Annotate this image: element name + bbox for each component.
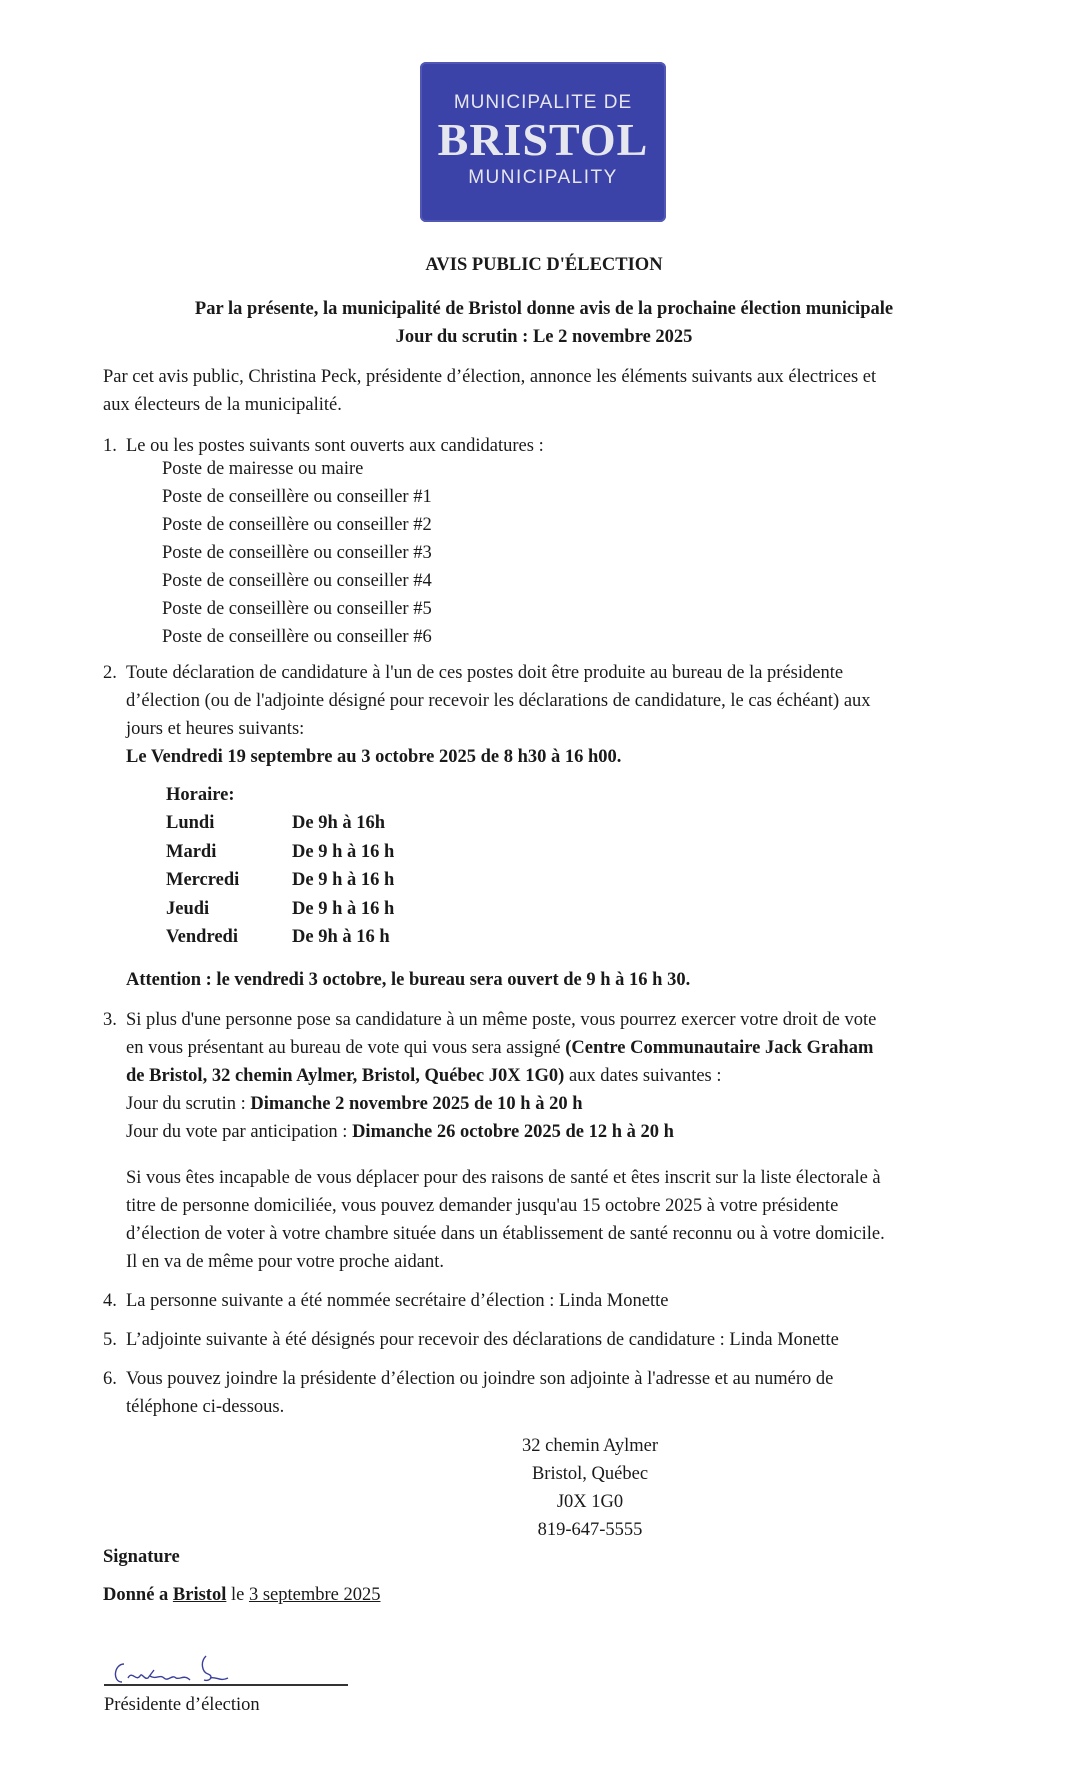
- schedule-row: Lundi De 9h à 16h: [166, 813, 386, 834]
- item4-text: La personne suivante a été nommée secrétaire d’élection : Linda Monette: [126, 1291, 669, 1311]
- item3-text: Si plus d'une personne pose sa candidature à un même poste, vous pourrez exercer votre droit de vote en vous présentant au bureau de vote qui vous sera assigné (Centre Communautaire Jack Graham de Bristol, 32 chemin Aylmer, Bristol, Québec J0X 1G0) aux dates suivantes : Jour du scrutin : Dimanche 2 novembre 2025 de 10 h à 20 h Jour du vote par anticipation : Dimanche 26 octobre 2025 de 12 h à 20 h Si vous êtes incapable de vous déplacer pour des raisons de santé et êtes inscrit sur la liste électorale à titre de personne domiciliée, vous pouvez demander jusqu'au 15 octobre 2025 à votre présidente d’élection de voter à votre chambre située dans un établissement de santé reconnu ou à votre domicile. Il en va de même pour votre proche aidant.: [126, 1006, 1006, 1276]
- post-item: Poste de mairesse ou maire: [162, 459, 364, 479]
- post-item: Poste de conseillère ou conseiller #2: [162, 515, 432, 535]
- item1-text: Le ou les postes suivants sont ouverts aux candidatures :: [126, 436, 544, 456]
- notice-title: AVIS PUBLIC D'ÉLECTION: [425, 255, 663, 275]
- home-vote-paragraph: Si vous êtes incapable de vous déplacer pour des raisons de santé et êtes inscrit sur la liste électorale à titre de personne domiciliée, vous pouvez demander jusqu'au 15 octobre 2025 à votre présidente d’élection de voter à votre chambre située dans un établissement de santé reconnu ou à votre domicile. Il en va de même pour votre proche aidant.: [126, 1168, 885, 1272]
- post-item: Poste de conseillère ou conseiller #1: [162, 487, 432, 507]
- item-number: 2.: [103, 663, 117, 683]
- signer-title: Présidente d’élection: [104, 1695, 260, 1715]
- item5-text: L’adjointe suivante à été désignés pour recevoir des déclarations de candidature : Linda Monette: [126, 1330, 839, 1350]
- post-item: Poste de conseillère ou conseiller #4: [162, 571, 432, 591]
- subtitle: Par la présente, la municipalité de Bristol donne avis de la prochaine élection municipale: [194, 299, 894, 319]
- schedule-row: Jeudi De 9 h à 16 h: [166, 898, 395, 919]
- post-item: Poste de conseillère ou conseiller #5: [162, 599, 432, 619]
- schedule-row: Mardi De 9 h à 16 h: [166, 841, 395, 862]
- schedule: Horaire: Lundi De 9h à 16h Mardi De 9 h à 16 h Mercredi De 9 h à 16 h Jeudi De 9 h à 16 h Vendredi De 9h à 16 h: [166, 781, 394, 952]
- given-at: Donné a Bristol le 3 septembre 2025: [103, 1585, 381, 1605]
- item6-text: Vous pouvez joindre la présidente d’élection ou joindre son adjointe à l'adresse et au numéro de téléphone ci-dessous.: [126, 1369, 834, 1417]
- municipality-logo: MUNICIPALITE DE BRISTOL MUNICIPALITY: [420, 62, 666, 222]
- address-block: 32 chemin Aylmer Bristol, Québec J0X 1G0 819-647-5555: [522, 1436, 658, 1540]
- election-day: Jour du scrutin : Le 2 novembre 2025: [395, 327, 693, 347]
- signature-line: [104, 1684, 348, 1686]
- posts-list: [162, 455, 432, 651]
- item-number: 6.: [103, 1369, 117, 1389]
- item-number: 4.: [103, 1291, 117, 1311]
- post-item: Poste de conseillère ou conseiller #3: [162, 543, 432, 563]
- schedule-row: Vendredi De 9h à 16 h: [166, 927, 390, 948]
- post-item: Poste de conseillère ou conseiller #6: [162, 627, 432, 647]
- schedule-row: Mercredi De 9 h à 16 h: [166, 870, 395, 891]
- filing-period: Le Vendredi 19 septembre au 3 octobre 2025 de 8 h30 à 16 h00.: [126, 747, 622, 767]
- attention-note: Attention : le vendredi 3 octobre, le bureau sera ouvert de 9 h à 16 h 30.: [126, 970, 691, 990]
- item-number: 3.: [103, 1010, 117, 1030]
- handwritten-signature: [110, 1652, 260, 1688]
- signature-label: Signature: [103, 1547, 180, 1567]
- item-number: 5.: [103, 1330, 117, 1350]
- item2-text: Toute déclaration de candidature à l'un de ces postes doit être produite au bureau de la présidente d’élection (ou de l'adjointe désigné pour recevoir les déclarations de candidature, le cas échéant) aux jours et heures suivants: Le Vendredi 19 septembre au 3 octobre 2025 de 8 h30 à 16 h00.: [126, 659, 1006, 771]
- intro: Par cet avis public, Christina Peck, présidente d’élection, annonce les éléments suivants aux électrices et aux électeurs de la municipalité.: [103, 367, 877, 415]
- item-number: 1.: [103, 436, 117, 456]
- schedule-table: [166, 809, 394, 952]
